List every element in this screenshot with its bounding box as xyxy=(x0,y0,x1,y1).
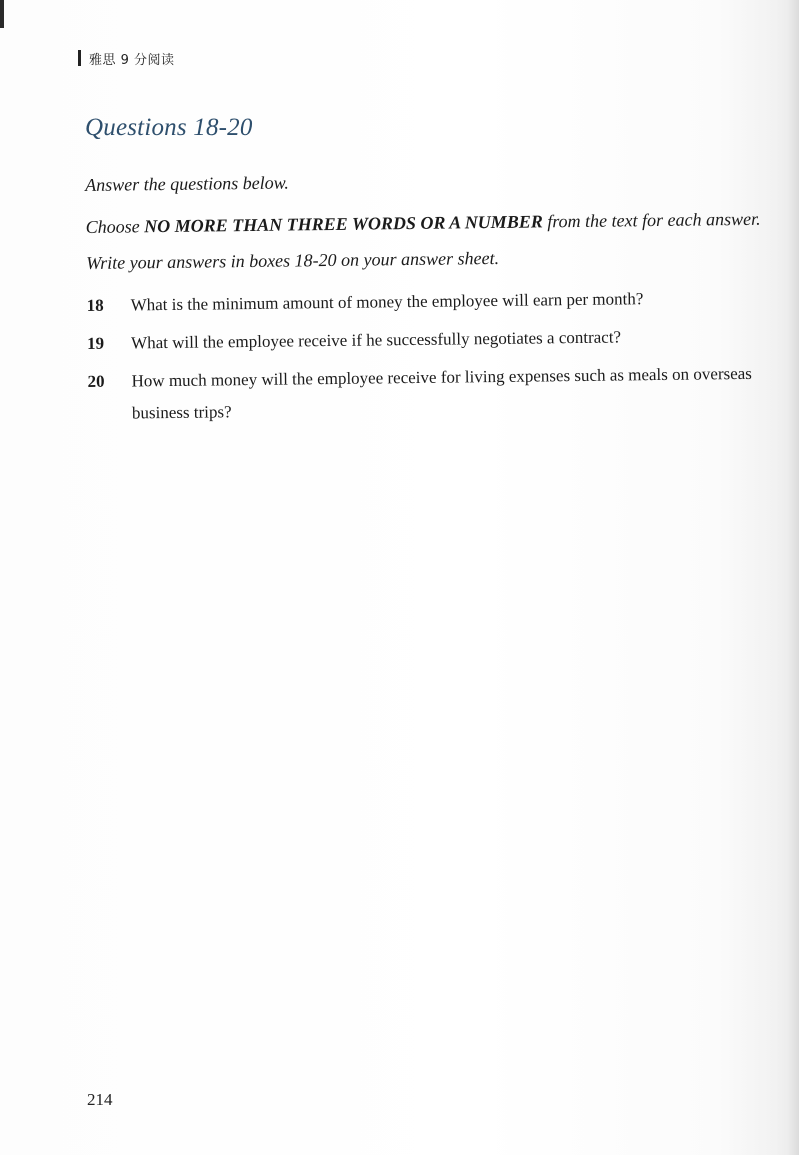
question-item xyxy=(87,320,777,360)
instruction-choose-bold: NO MORE THAN THREE WORDS OR A NUMBER xyxy=(144,211,543,237)
page-edge-shadow xyxy=(787,0,799,1155)
question-text: What will the employee receive if he successfully negotiates a contract? xyxy=(131,327,622,353)
page-edge-mark xyxy=(0,0,4,28)
page-number: 214 xyxy=(87,1090,113,1109)
header-bar-icon xyxy=(78,50,81,66)
question-item xyxy=(87,358,778,430)
question-item xyxy=(86,282,776,322)
question-text: How much money will the employee receive for living expenses such as meals on overseas business trips? xyxy=(131,363,752,423)
header-title: 雅思 9 分阅读 xyxy=(89,52,175,68)
running-header xyxy=(78,48,175,68)
instruction-choose xyxy=(86,204,776,242)
section-title: Questions 18-20 xyxy=(85,114,253,141)
question-text: What is the minimum amount of money the employee will earn per month? xyxy=(130,289,644,315)
instruction-write: Write your answers in boxes 18-20 on your answer sheet. xyxy=(86,247,500,273)
question-block xyxy=(85,162,778,436)
question-number: 18 xyxy=(86,295,104,315)
instruction-choose-prefix: Choose xyxy=(85,216,145,237)
question-number: 19 xyxy=(87,333,105,353)
question-number: 20 xyxy=(87,371,105,391)
instruction-choose-suffix: from the text for each answer. xyxy=(542,208,761,232)
instruction-answer: Answer the questions below. xyxy=(85,172,289,195)
